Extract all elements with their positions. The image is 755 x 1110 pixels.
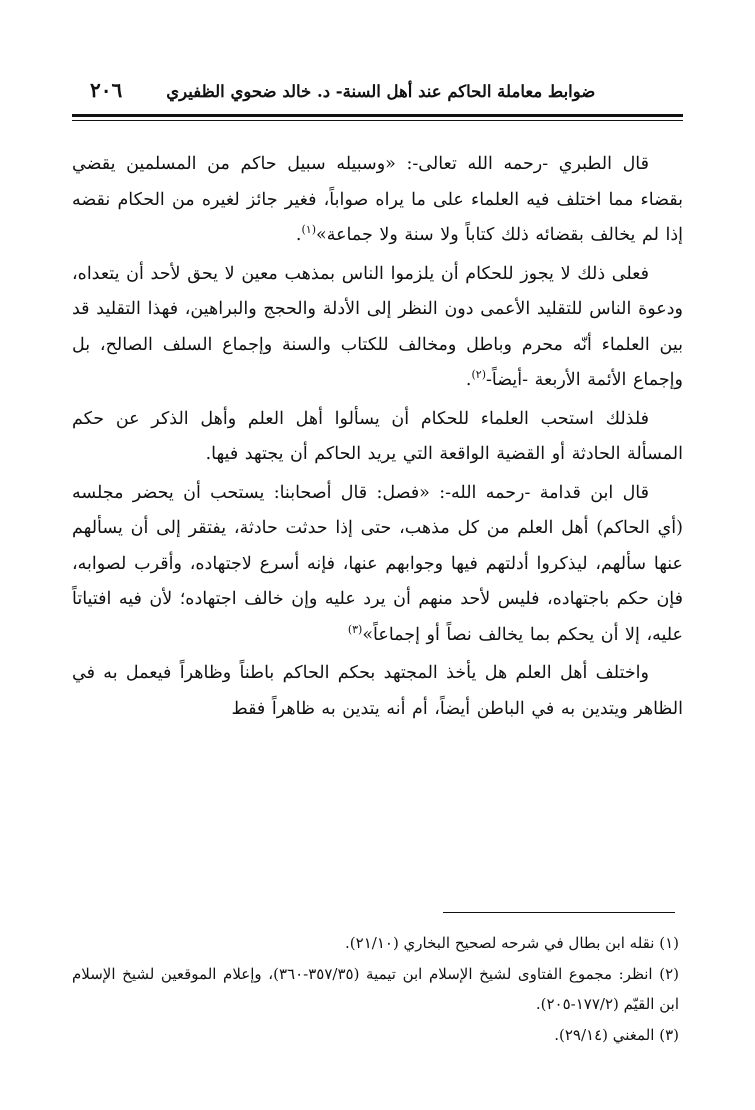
footnote-3: (٣) المغني (٢٩/١٤). xyxy=(554,1025,679,1044)
paragraph-1 xyxy=(72,147,683,254)
footnote-ref-1: (١) xyxy=(301,223,316,237)
header-divider xyxy=(72,114,683,121)
paragraph-4 xyxy=(72,476,683,654)
paragraph-5-text: واختلف أهل العلم هل يأخذ المجتهد بحكم الحاكم باطناً وظاهراً فيعمل به في الظاهر ويتدين به في الباطن أيضاً، أم أنه يتدين به ظاهراً فقط xyxy=(72,663,683,719)
paragraph-5 xyxy=(72,656,683,727)
running-header-title: ضوابط معاملة الحاكم عند أهل السنة- د. خالد ضحوي الظفيري xyxy=(166,82,596,101)
page-body xyxy=(72,147,683,727)
paragraph-2-text: فعلى ذلك لا يجوز للحكام أن يلزموا الناس بمذهب معين لا يحق لأحد أن يتعداه، ودعوة الناس للتقليد الأعمى دون النظر إلى الأدلة والحجج والبراهين، فهذا التقليد قد بين العلماء أنّه محرم وباطل ومخالف للكتاب والسنة وإجماع السلف الصالح، بل وإجماع الأئمة الأربعة -أيضاً- xyxy=(72,263,683,391)
page-header xyxy=(72,78,683,102)
paragraph-1-period: . xyxy=(295,225,302,246)
page-number: ٢٠٦ xyxy=(90,78,123,102)
footnote-ref-3: (٣) xyxy=(347,622,363,636)
paragraph-1-text: قال الطبري -رحمه الله تعالى-: «وسبيله سبيل حاكم من المسلمين يقضي بقضاء مما اختلف فيه العلماء على ما يراه صواباً، فغير جائز لغيره من الحكام نقضه إذا لم يخالف بقضائه ذلك كتاباً ولا سنة ولا جماعة» xyxy=(72,154,683,246)
paragraph-3 xyxy=(72,402,683,473)
footnotes-section xyxy=(72,912,683,1052)
footnote-divider xyxy=(443,912,675,913)
footnote-1: (١) نقله ابن بطال في شرحه لصحيح البخاري (٢١/١٠). xyxy=(345,934,679,952)
paragraph-2 xyxy=(72,257,683,399)
paragraph-3-text: فلذلك استحب العلماء للحكام أن يسألوا أهل العلم وأهل الذكر عن حكم المسألة الحادثة أو القضية الواقعة التي يريد الحاكم أن يجتهد فيها. xyxy=(72,408,683,465)
paragraph-4-text: قال ابن قدامة -رحمه الله-: «فصل: قال أصحابنا: يستحب أن يحضر مجلسه (أي الحاكم) أهل العلم من كل مذهب، حتى إذا حدثت حادثة، يفتقر إلى أن يسألهم عنها سألهم، ليذكروا أدلتهم فيها وجوابهم عنها، فإنه أسرع لاجتهاده، وأقرب لصوابه، فإن حكم باجتهاده، فليس لأحد منهم أن يرد عليه وإن خالف اجتهاده؛ لأن فيه افتياتاً عليه، إلا أن يحكم بما يخالف نصاً أو إجماعاً» xyxy=(72,482,683,645)
footnote-2: (٢) انظر: مجموع الفتاوى لشيخ الإسلام ابن تيمية (٣٥٧/٣٥-٣٦٠)، وإعلام الموقعين لشيخ الإسلام ابن القيّم (١٧٧/٢-٢٠٥). xyxy=(72,965,679,1013)
footnote-ref-2: (٢) xyxy=(471,368,487,382)
paragraph-2-period: . xyxy=(465,370,472,391)
